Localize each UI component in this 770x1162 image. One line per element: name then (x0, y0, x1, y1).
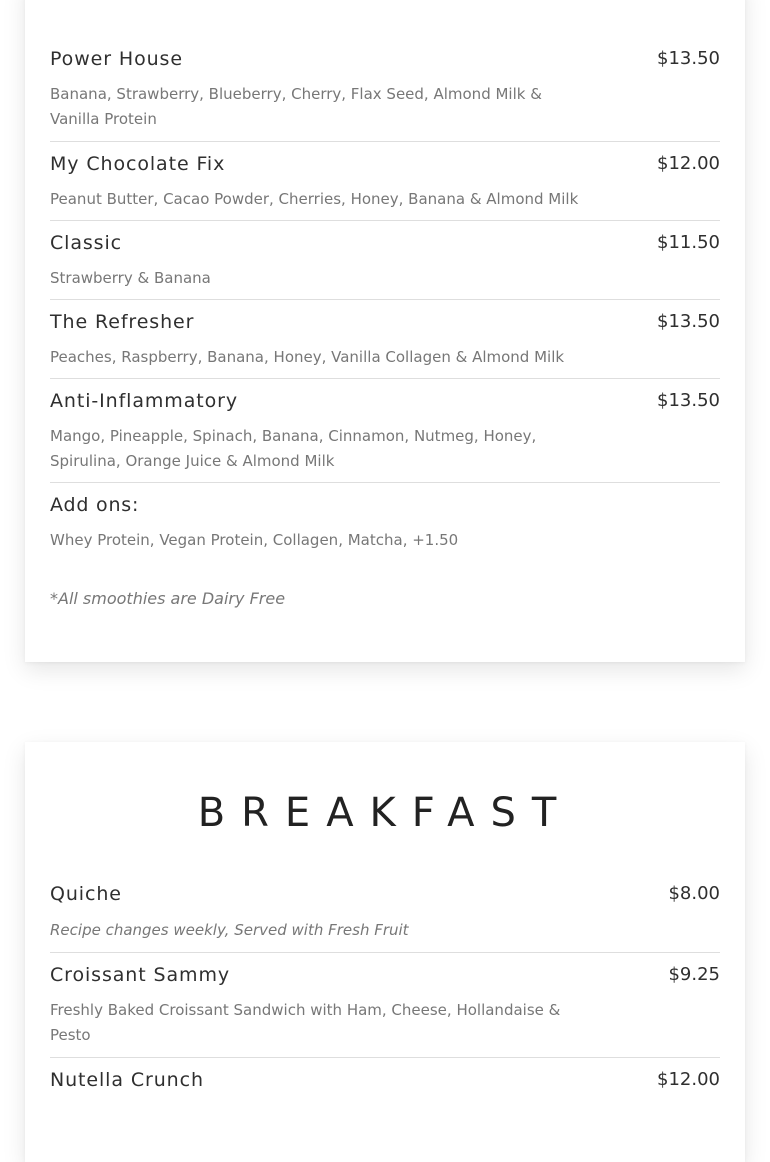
dairy-free-note: *All smoothies are Dairy Free (50, 589, 286, 608)
item-description: Peaches, Raspberry, Banana, Honey, Vanilla Collagen & Almond Milk (50, 348, 565, 366)
item-price: $12.00 (657, 153, 720, 174)
divider (50, 378, 720, 379)
item-name: Croissant Sammy (50, 964, 231, 986)
item-description: Strawberry & Banana (50, 269, 211, 287)
item-name: The Refresher (50, 311, 195, 333)
divider (50, 220, 720, 221)
smoothies-menu-card (25, 0, 745, 662)
item-name: My Chocolate Fix (50, 153, 226, 175)
item-name: Nutella Crunch (50, 1069, 204, 1091)
item-name: Anti-Inflammatory (50, 390, 238, 412)
item-description: Banana, Strawberry, Blueberry, Cherry, Flax Seed, Almond Milk & Vanilla Protein (50, 85, 542, 128)
addons-title: Add ons: (50, 494, 140, 516)
breakfast-menu-card (25, 742, 745, 1162)
divider (50, 299, 720, 300)
item-description: Freshly Baked Croissant Sandwich with Ham, Cheese, Hollandaise & Pesto (50, 1001, 561, 1044)
divider (50, 482, 720, 483)
divider (50, 141, 720, 142)
item-price: $13.50 (657, 311, 720, 332)
item-price: $8.00 (668, 883, 720, 904)
item-name: Classic (50, 232, 123, 254)
item-description: Peanut Butter, Cacao Powder, Cherries, Honey, Banana & Almond Milk (50, 190, 579, 208)
item-description: Mango, Pineapple, Spinach, Banana, Cinnamon, Nutmeg, Honey, Spirulina, Orange Juice & Almond Milk (50, 427, 537, 470)
divider (50, 1057, 720, 1058)
item-price: $13.50 (657, 390, 720, 411)
divider (50, 952, 720, 953)
section-title: BREAKFAST (197, 790, 573, 836)
item-price: $12.00 (657, 1069, 720, 1090)
item-name: Quiche (50, 883, 122, 905)
item-name: Power House (50, 48, 183, 70)
item-price: $11.50 (657, 232, 720, 253)
item-price: $13.50 (657, 48, 720, 69)
item-price: $9.25 (668, 964, 720, 985)
item-description: Recipe changes weekly, Served with Fresh Fruit (50, 921, 409, 939)
addons-description: Whey Protein, Vegan Protein, Collagen, Matcha, +1.50 (50, 531, 459, 549)
